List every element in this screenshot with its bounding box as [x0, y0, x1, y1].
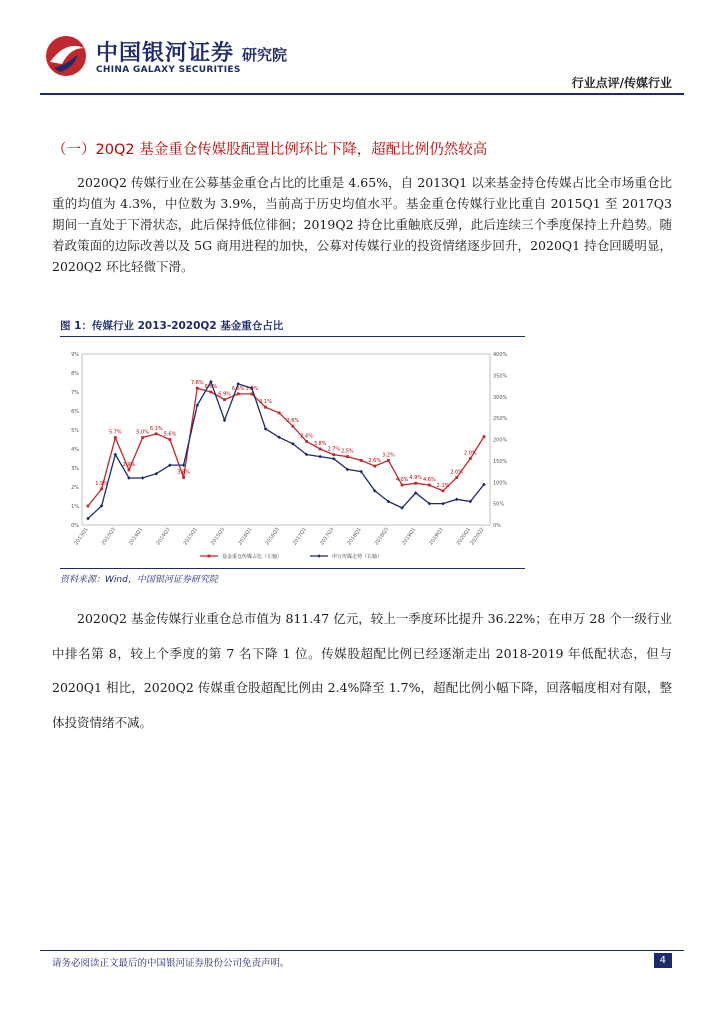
- series-1-point: [87, 505, 90, 508]
- y-right-tick-label: 250%: [493, 416, 508, 423]
- section-title: （一）20Q2 基金重仓传媒股配置比例环比下降，超配比例仍然较高: [52, 142, 488, 158]
- data-label: 2.0%: [463, 450, 477, 457]
- data-label: 5.0%: [136, 429, 149, 436]
- data-label: 6.6%: [204, 384, 218, 390]
- series-1-point: [360, 459, 363, 462]
- series-1-point: [373, 465, 376, 468]
- data-label: 6.6%: [231, 385, 245, 392]
- data-label: 4.0%: [395, 477, 409, 484]
- data-label: 4.6%: [423, 477, 436, 484]
- y-left-tick-label: 9%: [71, 352, 79, 358]
- x-tick-label: 2013Q3: [100, 526, 117, 547]
- figure-top-rule: [60, 336, 525, 337]
- y-left-tick-label: 7%: [71, 390, 79, 396]
- legend-label-1: 基金重仓传媒占比（左轴）: [222, 554, 283, 560]
- company-logo: [40, 30, 320, 80]
- data-label: 1.9%: [95, 480, 109, 487]
- x-tick-label: 2014Q1: [127, 526, 145, 547]
- company-name-cn: 中国银河证券: [96, 41, 235, 66]
- series-1-point: [401, 484, 404, 487]
- plot-area-frame: [82, 354, 490, 525]
- data-label: 3.2%: [382, 452, 395, 459]
- series-1-point: [114, 436, 117, 439]
- y-left-tick-label: 4%: [71, 447, 79, 453]
- y-left-tick-label: 2%: [71, 485, 79, 491]
- legend-label-2: 申万传媒走势（右轴）: [332, 554, 383, 560]
- series-2-point: [318, 455, 322, 459]
- y-right-tick-label: 50%: [493, 501, 505, 508]
- series-1-point: [278, 412, 281, 415]
- data-label: 6.1%: [149, 425, 163, 432]
- series-1-point: [169, 438, 172, 441]
- series-1-point: [264, 406, 267, 409]
- legend-marker-1: [208, 555, 211, 558]
- series-1-point: [182, 476, 185, 479]
- series-1-point: [442, 489, 445, 492]
- series-1-point: [155, 432, 158, 435]
- paragraph-1: 2020Q2 传媒行业在公募基金重仓占比的比重是 4.65%，自 2013Q1 以来基金持仓传媒占比全市场重仓比重的均值为 4.3%，中位数为 3.9%，当前高于历史均值水平。基金重仓传媒行业比重自 2015Q1 至 2017Q3 期间一直处于下滑状态，此后保持低位徘徊；2019Q2 持仓比重触底反弹，此后连续三个季度保持上升趋势。随着政策面的边际改善以及 5G 商用进程的加快，公募对传媒行业的投资情绪逐步回升，2020Q1 持仓回暖明显，2020Q2 环比轻微下滑。: [52, 175, 672, 274]
- series-1-point: [209, 391, 212, 394]
- galaxy-logo-icon: [44, 34, 88, 78]
- data-label: 2.1%: [436, 482, 450, 489]
- x-tick-label: 2013Q1: [73, 526, 90, 547]
- figure-title: 图 1：传媒行业 2013-2020Q2 基金重仓占比: [60, 320, 284, 332]
- y-left-tick-label: 1%: [71, 504, 79, 510]
- series-2-point: [455, 498, 459, 502]
- data-label: 2.5%: [341, 448, 354, 455]
- y-right-tick-label: 100%: [493, 480, 508, 487]
- y-right-tick-label: 0%: [493, 523, 501, 529]
- page-number: 4: [654, 953, 672, 968]
- data-label: 3.1%: [259, 399, 272, 406]
- header-divider: [40, 93, 684, 95]
- report-category: 行业点评/传媒行业: [571, 76, 672, 90]
- x-tick-label: 2018Q1: [346, 526, 363, 547]
- y-right-tick-label: 200%: [493, 437, 508, 444]
- series-1-point: [305, 440, 308, 443]
- y-left-tick-label: 6%: [71, 409, 79, 415]
- data-label: 3.8%: [177, 469, 190, 476]
- x-tick-label: 2019Q1: [401, 526, 418, 547]
- footer-divider: [40, 950, 684, 951]
- data-label: 2.6%: [286, 418, 300, 425]
- company-name-en: CHINA GALAXY SECURITIES: [96, 65, 241, 75]
- data-label: 5.7%: [108, 429, 122, 436]
- figure-bottom-rule: [60, 568, 525, 569]
- y-left-tick-label: 0%: [71, 523, 79, 529]
- x-tick-label: 2015Q3: [209, 526, 227, 547]
- series-1-point: [141, 436, 144, 439]
- series-1-point: [237, 393, 240, 396]
- y-left-tick-label: 8%: [71, 371, 79, 377]
- series-1-point: [128, 469, 131, 472]
- series-1-point: [387, 459, 390, 462]
- series-2-point: [223, 418, 227, 422]
- figure-source: 资料来源：Wind，中国银河证券研究院: [60, 575, 218, 585]
- series-1-point: [346, 455, 349, 458]
- series-2-point: [141, 476, 145, 480]
- data-label: 2.4%: [300, 433, 313, 440]
- data-label: 6.9%: [218, 391, 231, 398]
- x-tick-label: 2014Q3: [155, 526, 172, 547]
- chart-svg: [60, 342, 525, 567]
- legend-marker-2: [317, 554, 321, 558]
- paragraph-2: 2020Q2 基金传媒行业重仓总市值为 811.47 亿元，较上一季度环比提升 36.22%；在申万 28 个一级行业中排名第 8，较上个季度的第 7 名下降 1 位。传媒股超配比例已经逐渐走出 2018-2019 年低配状态，但与 2020Q1 相比，2020Q2 传媒重仓股超配比例由 2.4%降至 1.7%，超配比例小幅下降，回落幅度相对有限，整体投资情绪不减。: [52, 611, 672, 730]
- institute-label: 研究院: [242, 46, 288, 64]
- x-tick-label: 2018Q3: [373, 526, 391, 547]
- y-left-tick-label: 5%: [71, 428, 79, 434]
- data-label: 2.6%: [368, 458, 382, 465]
- data-label: 2.0%: [450, 469, 464, 476]
- series-1-point: [319, 448, 322, 451]
- series-line-2: [88, 382, 484, 519]
- x-tick-label: 2016Q3: [264, 526, 281, 547]
- data-label: 2.9%: [122, 461, 136, 468]
- series-1-point: [469, 457, 472, 460]
- y-right-tick-label: 400%: [493, 352, 508, 358]
- series-2-point: [441, 502, 445, 506]
- x-tick-label: 2019Q3: [428, 526, 445, 547]
- x-tick-label: 2020Q2: [469, 526, 486, 547]
- series-1-point: [223, 398, 226, 401]
- x-tick-label: 2015Q1: [182, 526, 199, 547]
- data-label: 2.7%: [327, 446, 341, 453]
- data-label: 4.9%: [409, 475, 423, 482]
- series-1-point: [196, 387, 199, 390]
- y-right-tick-label: 150%: [493, 458, 508, 465]
- series-1-point: [455, 476, 458, 479]
- series-1-point: [483, 435, 486, 438]
- data-label: 7.8%: [190, 380, 204, 387]
- series-1-point: [100, 488, 103, 491]
- data-label: 3.8%: [313, 441, 327, 447]
- footer-disclaimer: 请务必阅读正文最后的中国银河证券股份公司免责声明。: [52, 958, 290, 969]
- y-left-tick-label: 3%: [71, 466, 79, 472]
- data-label: 3.8%: [245, 385, 259, 392]
- y-right-tick-label: 350%: [493, 373, 508, 380]
- series-1-point: [414, 482, 417, 485]
- data-label: 5.6%: [163, 431, 177, 438]
- series-1-point: [291, 425, 294, 428]
- x-tick-label: 2017Q3: [319, 526, 336, 547]
- series-1-point: [332, 453, 335, 456]
- y-right-tick-label: 300%: [493, 394, 508, 401]
- x-tick-label: 2020Q1: [455, 526, 472, 547]
- series-1-point: [428, 484, 431, 487]
- x-tick-label: 2016Q1: [237, 526, 254, 547]
- x-tick-label: 2017Q1: [291, 526, 309, 547]
- chart: [60, 342, 525, 567]
